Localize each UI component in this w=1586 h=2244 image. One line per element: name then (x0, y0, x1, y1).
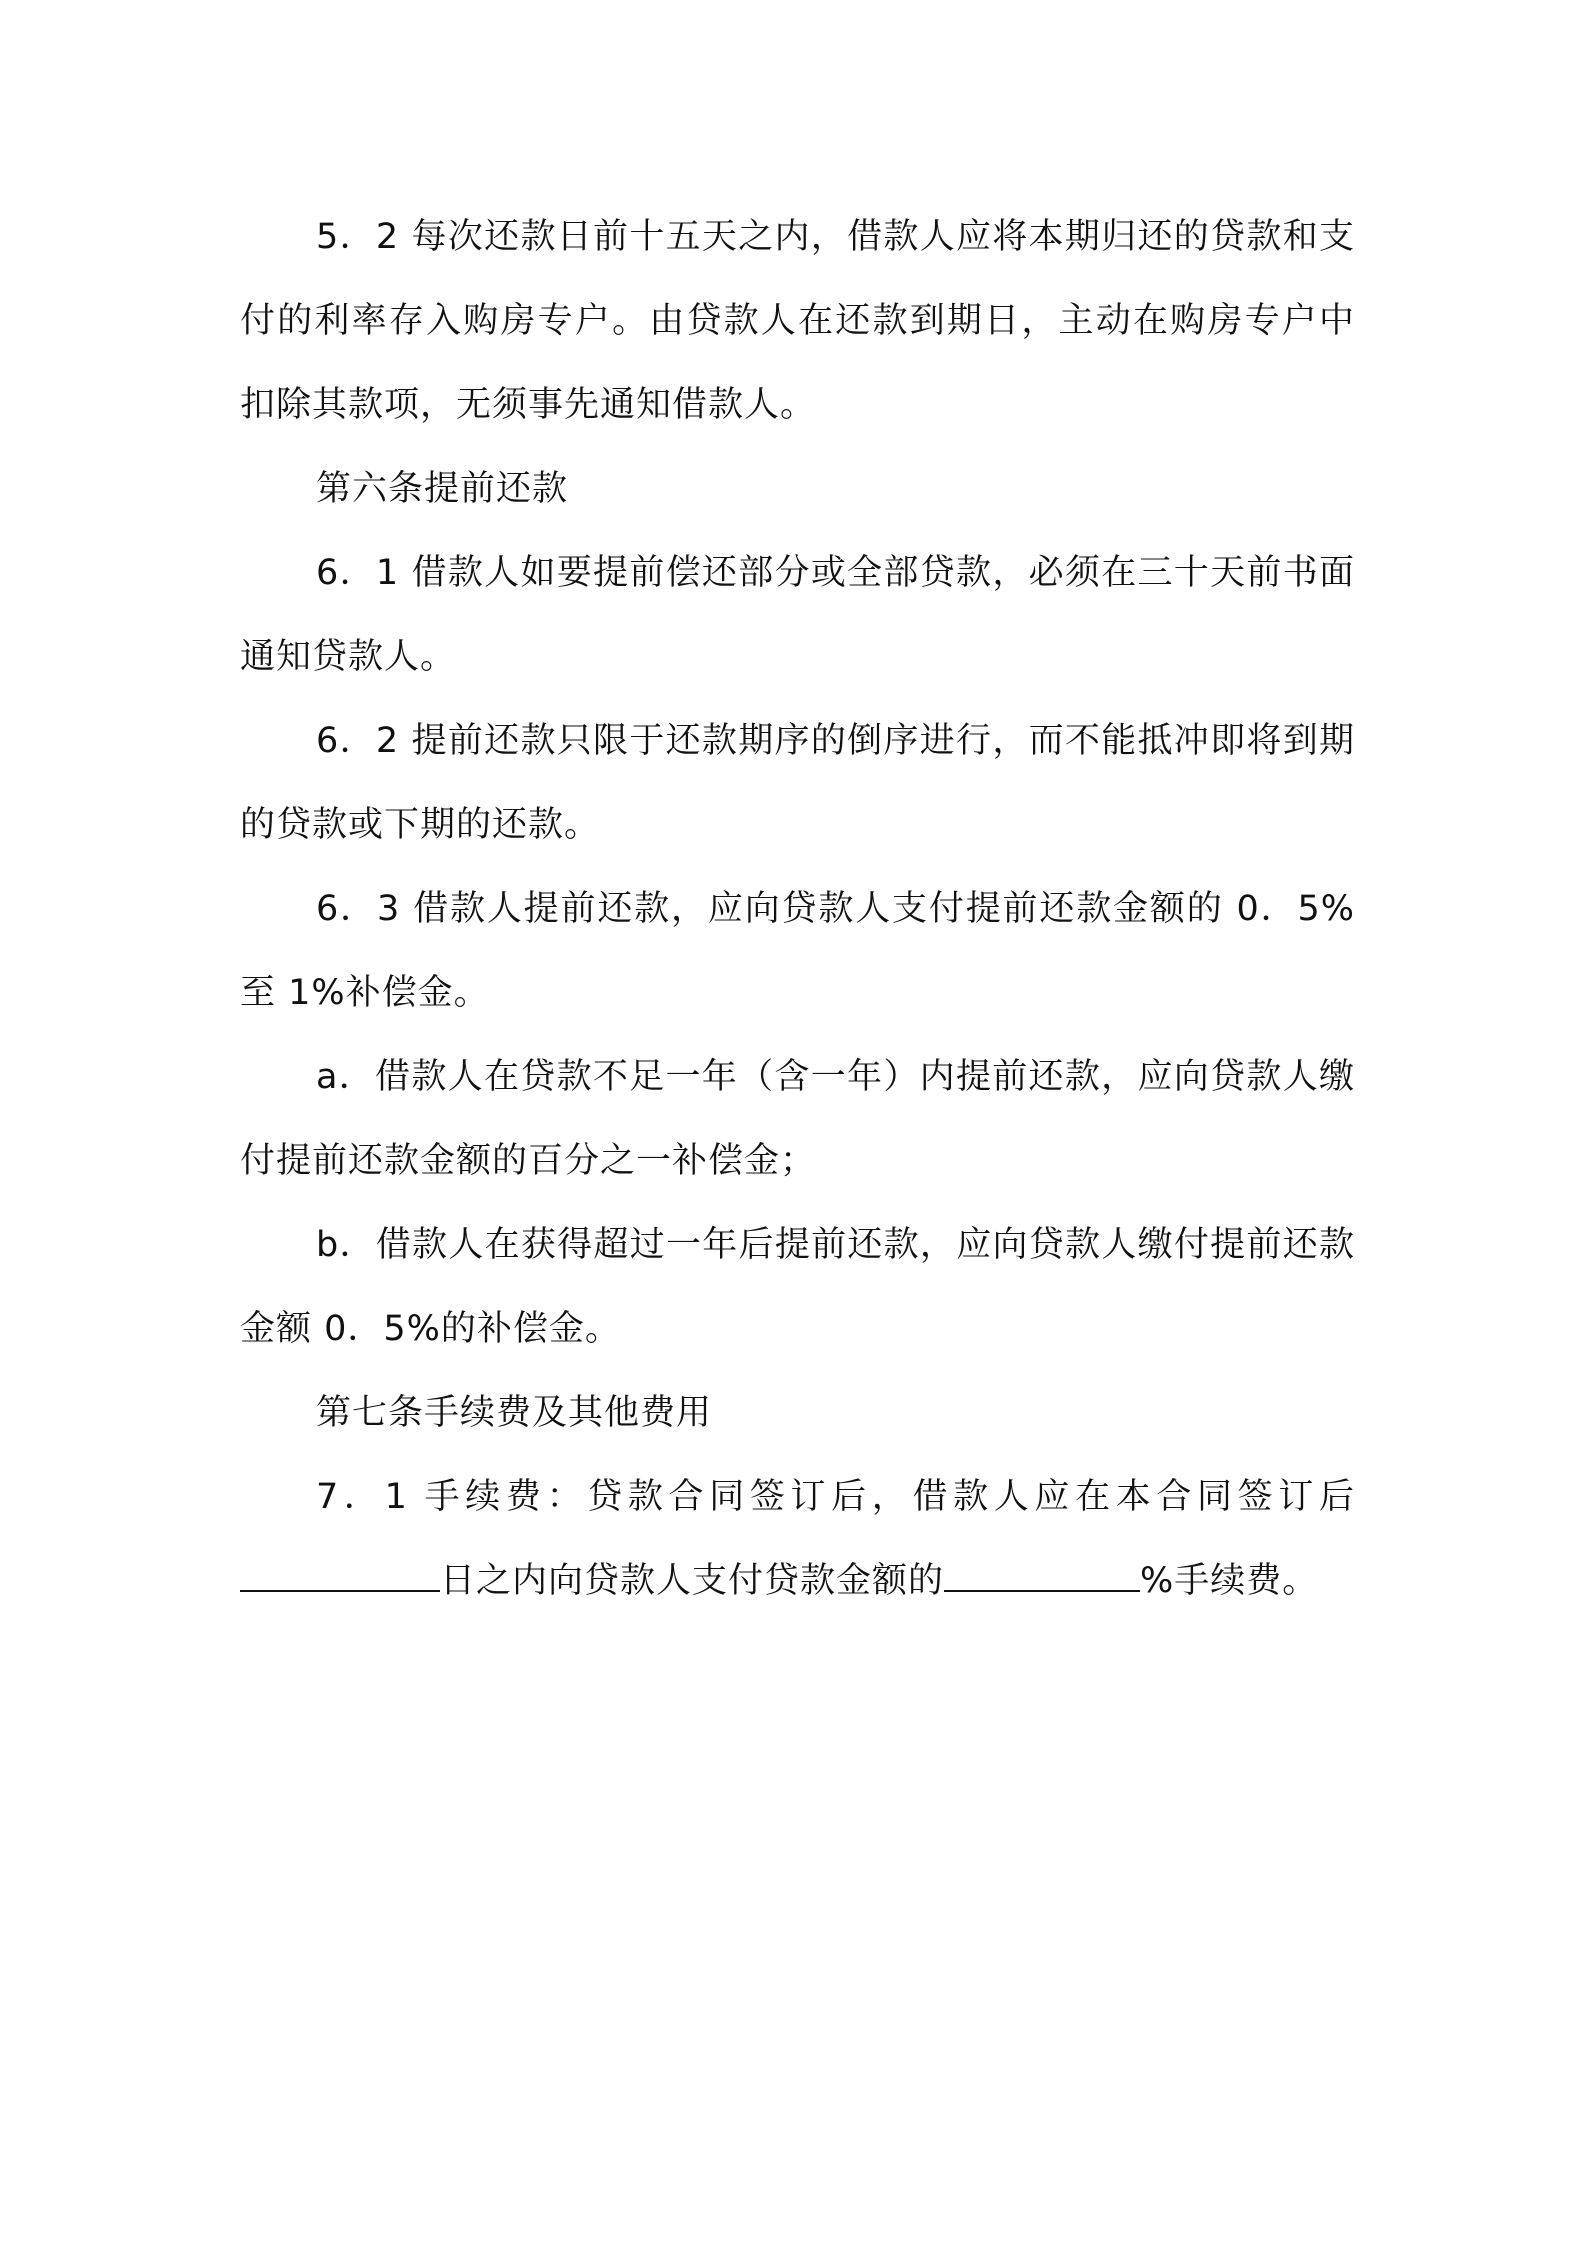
article-7-heading: 第七条手续费及其他费用 (316, 1393, 713, 1433)
clause-6-1: 6．1 借款人如要提前偿还部分或全部贷款，必须在三十天前书面通知贷款人。 (240, 553, 1355, 677)
article-6-heading: 第六条提前还款 (316, 469, 569, 509)
clause-5-2: 5．2 每次还款日前十五天之内，借款人应将本期归还的贷款和支付的利率存入购房专户。由贷款人在还款到期日，主动在购房专户中扣除其款项，无须事先通知借款人。 (240, 217, 1355, 425)
blank-days-field[interactable] (240, 1560, 440, 1592)
clause-7-1 (240, 1455, 1355, 1623)
clause-7-1-middle: 日之内向贷款人支付贷款金额的 (440, 1561, 945, 1601)
clause-6-2: 6．2 提前还款只限于还款期序的倒序进行，而不能抵冲即将到期的贷款或下期的还款。 (240, 721, 1355, 845)
document-body (240, 195, 1355, 1623)
blank-percent-field[interactable] (944, 1560, 1140, 1592)
clause-6-3-b: b．借款人在获得超过一年后提前还款，应向贷款人缴付提前还款金额 0．5%的补偿金。 (240, 1225, 1355, 1349)
clause-6-3: 6．3 借款人提前还款，应向贷款人支付提前还款金额的 0．5%至 1%补偿金。 (240, 889, 1355, 1013)
clause-7-1-end: %手续费。 (1140, 1561, 1319, 1601)
clause-6-3-a: a．借款人在贷款不足一年（含一年）内提前还款，应向贷款人缴付提前还款金额的百分之一补偿金； (240, 1057, 1355, 1181)
clause-7-1-start: 7．1 手续费：贷款合同签订后，借款人应在本合同签订后 (316, 1477, 1355, 1517)
